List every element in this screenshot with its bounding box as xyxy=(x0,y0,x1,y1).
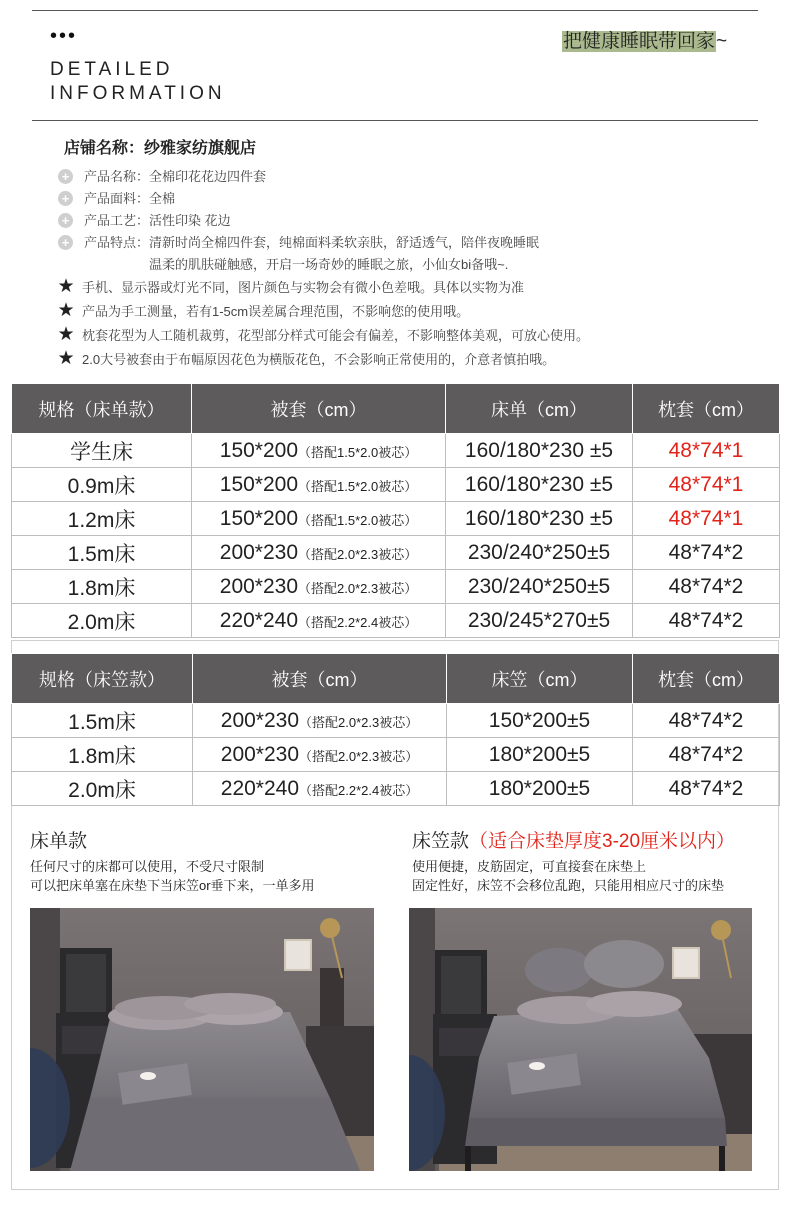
duvet-note: （搭配2.0*2.3被芯） xyxy=(298,546,418,562)
detail-value-line: 清新时尚全棉四件套，纯棉面料柔软亲肤，舒适透气，陪伴夜晚睡眠 xyxy=(149,235,540,250)
sheet-size: 230/240*250±5 xyxy=(467,540,611,564)
duvet-size: 150*200 xyxy=(219,506,299,530)
duvet-note: （搭配1.5*2.0被芯） xyxy=(298,478,418,494)
pillow-size: 48*74*1 xyxy=(668,438,744,462)
duvet-size: 150*200 xyxy=(219,472,299,496)
table-row xyxy=(12,536,780,570)
title-line-2: INFORMATION xyxy=(50,83,226,104)
pillow-size: 48*74*2 xyxy=(668,742,744,766)
product-info xyxy=(58,166,758,372)
size-cell-text: 2.0m床 xyxy=(67,610,136,634)
detail-item xyxy=(58,210,758,232)
size-cell-text: 2.0m床 xyxy=(68,778,136,802)
detail-value-line: 温柔的肌肤碰触感，开启一场奇妙的睡眠之旅，小仙女bi备哦~. xyxy=(149,257,509,272)
slogan xyxy=(562,29,727,55)
sheet-size: 160/180*230 ±5 xyxy=(464,472,614,496)
pillow-size: 48*74*2 xyxy=(668,776,744,800)
pillow-cell xyxy=(633,570,780,604)
sheet-size: 230/245*270±5 xyxy=(467,608,611,632)
size-cell-text: 学生床 xyxy=(70,440,133,464)
column-header: 床笠（cm） xyxy=(447,654,633,704)
plus-icon: + xyxy=(58,169,73,184)
size-cell-text: 1.2m床 xyxy=(67,508,136,532)
fitted-bed-photo xyxy=(409,908,752,1171)
pillow-cell xyxy=(633,468,780,502)
fitted-title-text: 床笠款 xyxy=(412,831,470,852)
size-cell xyxy=(12,704,193,738)
header-divider xyxy=(32,120,758,121)
duvet-note: （搭配2.0*2.3被芯） xyxy=(299,714,419,730)
column-header: 规格（床单款） xyxy=(12,384,192,434)
duvet-cell xyxy=(193,772,447,806)
slogan-highlight: 把健康睡眠带回家 xyxy=(563,31,716,52)
slogan-suffix: ~ xyxy=(716,31,728,52)
duvet-size: 220*240 xyxy=(220,776,300,800)
sheet-style-desc xyxy=(30,857,315,895)
sheet-cell xyxy=(447,704,633,738)
duvet-note: （搭配2.0*2.3被芯） xyxy=(298,580,418,596)
duvet-cell xyxy=(192,570,446,604)
size-cell xyxy=(12,570,192,604)
column-header: 床单（cm） xyxy=(446,384,633,434)
sheet-cell xyxy=(447,738,633,772)
top-divider xyxy=(32,10,758,11)
star-icon: ★ xyxy=(57,300,75,321)
pillow-cell xyxy=(633,704,780,738)
pillow-cell xyxy=(633,502,780,536)
size-cell-text: 0.9m床 xyxy=(67,474,136,498)
duvet-size: 150*200 xyxy=(219,438,299,462)
sheet-style-title: 床单款 xyxy=(30,831,88,852)
duvet-note: （搭配1.5*2.0被芯） xyxy=(298,512,418,528)
pillow-cell xyxy=(633,536,780,570)
duvet-note: （搭配2.2*2.4被芯） xyxy=(298,614,418,630)
star-icon: ★ xyxy=(57,276,75,297)
fitted-style-desc xyxy=(412,857,724,895)
duvet-size: 200*230 xyxy=(219,574,299,598)
detail-item xyxy=(58,232,758,276)
size-cell xyxy=(12,468,192,502)
plus-icon: + xyxy=(58,235,73,250)
detail-label: 产品面料： xyxy=(84,191,150,206)
plus-icon: + xyxy=(58,191,73,206)
sheet-size: 230/240*250±5 xyxy=(467,574,611,598)
pillow-cell xyxy=(633,772,780,806)
desc-line: 任何尺寸的床都可以使用，不受尺寸限制 xyxy=(30,859,265,874)
sheet-cell xyxy=(446,570,633,604)
desc-line: 可以把床单塞在床垫下当床笠or垂下来，一单多用 xyxy=(30,878,315,893)
duvet-note: （搭配1.5*2.0被芯） xyxy=(298,444,418,460)
duvet-cell xyxy=(192,468,446,502)
size-cell xyxy=(12,536,192,570)
detail-value: 全棉 xyxy=(149,191,176,206)
pillow-size: 48*74*2 xyxy=(668,540,744,564)
size-cell xyxy=(12,502,192,536)
size-cell xyxy=(12,772,193,806)
detail-item xyxy=(58,188,758,210)
note-item xyxy=(58,276,758,300)
column-header: 枕套（cm） xyxy=(633,654,780,704)
pillow-cell xyxy=(633,738,780,772)
detail-value: 全棉印花花边四件套 xyxy=(149,169,267,184)
pillow-size: 48*74*2 xyxy=(668,608,744,632)
sheet-size-table xyxy=(11,383,780,638)
duvet-cell xyxy=(192,604,446,638)
note-text: 枕套花型为人工随机裁剪，花型部分样式可能会有偏差，不影响整体美观，可放心使用。 xyxy=(82,328,590,343)
title-line-1: DETAILED xyxy=(50,59,174,80)
desc-line: 固定性好，床笠不会移位乱跑，只能用相应尺寸的床垫 xyxy=(412,878,725,893)
sheet-bed-photo xyxy=(30,908,374,1171)
fitted-title-note: （适合床垫厚度3-20厘米以内） xyxy=(469,831,736,852)
sheet-cell xyxy=(446,468,633,502)
size-cell xyxy=(12,434,192,468)
duvet-note: （搭配2.0*2.3被芯） xyxy=(299,748,419,764)
duvet-cell xyxy=(193,738,447,772)
size-cell-text: 1.5m床 xyxy=(67,542,136,566)
sheet-cell xyxy=(447,772,633,806)
decorative-dots: ••• xyxy=(50,25,78,47)
duvet-cell xyxy=(192,536,446,570)
star-icon: ★ xyxy=(57,324,75,345)
detail-label: 产品工艺： xyxy=(84,213,150,228)
note-item xyxy=(58,324,758,348)
plus-icon: + xyxy=(58,213,73,228)
column-header: 枕套（cm） xyxy=(633,384,780,434)
pillow-size: 48*74*2 xyxy=(668,708,744,732)
table-row xyxy=(12,434,780,468)
pillow-size: 48*74*1 xyxy=(668,506,744,530)
pillow-cell xyxy=(633,434,780,468)
duvet-cell xyxy=(193,704,447,738)
table-row xyxy=(12,772,780,806)
size-cell xyxy=(12,604,192,638)
column-header: 规格（床笠款） xyxy=(12,654,193,704)
sheet-cell xyxy=(446,434,633,468)
fitted-style-title xyxy=(412,826,735,853)
size-cell-text: 1.8m床 xyxy=(67,576,136,600)
pillow-size: 48*74*1 xyxy=(668,472,744,496)
table-row xyxy=(12,738,780,772)
detail-label: 产品特点： xyxy=(84,235,150,250)
size-cell-text: 1.5m床 xyxy=(68,710,136,734)
table-row xyxy=(12,468,780,502)
pillow-size: 48*74*2 xyxy=(668,574,744,598)
sheet-cell xyxy=(446,536,633,570)
duvet-note: （搭配2.2*2.4被芯） xyxy=(299,782,419,798)
note-item xyxy=(58,348,758,372)
sheet-size: 160/180*230 ±5 xyxy=(464,438,614,462)
sheet-size: 180*200±5 xyxy=(488,742,591,766)
note-text: 2.0大号被套由于布幅原因花色为横版花色，不会影响正常使用的，介意者慎拍哦。 xyxy=(82,352,556,367)
note-text: 产品为手工测量，若有1-5cm误差属合理范围，不影响您的使用哦。 xyxy=(82,304,470,319)
table-row xyxy=(12,604,780,638)
detail-item xyxy=(58,166,758,188)
section-title xyxy=(50,58,226,106)
duvet-cell xyxy=(192,434,446,468)
duvet-size: 200*230 xyxy=(220,742,300,766)
sheet-size: 180*200±5 xyxy=(488,776,591,800)
table-header-row xyxy=(12,384,780,434)
table-row xyxy=(12,570,780,604)
star-icon: ★ xyxy=(57,348,75,369)
size-cell-text: 1.8m床 xyxy=(68,744,136,768)
sheet-size: 150*200±5 xyxy=(488,708,591,732)
duvet-size: 220*240 xyxy=(219,608,299,632)
detail-value: 活性印染 花边 xyxy=(149,213,231,228)
duvet-cell xyxy=(192,502,446,536)
sheet-size: 160/180*230 ±5 xyxy=(464,506,614,530)
duvet-size: 200*230 xyxy=(220,708,300,732)
desc-line: 使用便捷，皮筋固定，可直接套在床垫上 xyxy=(412,859,647,874)
pillow-cell xyxy=(633,604,780,638)
fitted-size-table xyxy=(11,653,780,806)
column-header: 被套（cm） xyxy=(193,654,447,704)
table-header-row xyxy=(12,654,780,704)
sheet-cell xyxy=(446,604,633,638)
table-row xyxy=(12,502,780,536)
size-cell xyxy=(12,738,193,772)
shop-name: 店铺名称：纱雅家纺旗舰店 xyxy=(64,140,257,157)
duvet-size: 200*230 xyxy=(219,540,299,564)
note-text: 手机、显示器或灯光不同，图片颜色与实物会有微小色差哦。具体以实物为准 xyxy=(82,280,525,295)
sheet-cell xyxy=(446,502,633,536)
table-row xyxy=(12,704,780,738)
note-item xyxy=(58,300,758,324)
column-header: 被套（cm） xyxy=(192,384,446,434)
detail-label: 产品名称： xyxy=(84,169,150,184)
detail-value xyxy=(149,232,539,276)
